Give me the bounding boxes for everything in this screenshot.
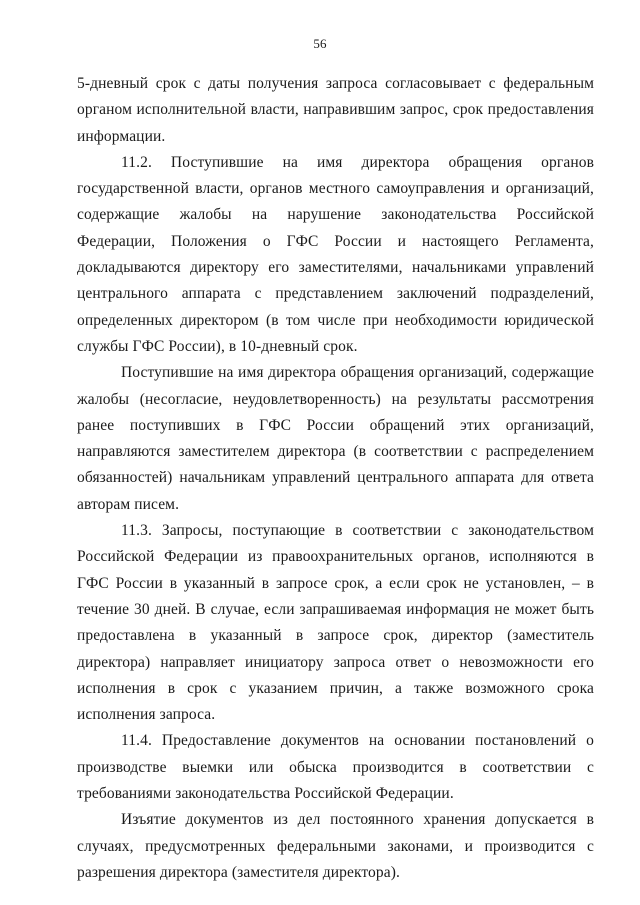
paragraph-11-3: 11.3. Запросы, поступающие в соответствии с законодательством Российской Федерации из правоохранительных органов, исполняются в ГФС России в указанный в запросе срок, а если срок не установлен, – в течение 30 дней. В случае, если запрашиваемая информация не может быть предоставлена в указанный в запросе срок, директор (заместитель директора) направляет инициатору запроса ответ о невозможности его исполнения в срок с указанием причин, а также возможного срока исполнения запроса. [77,522,594,724]
paragraph-continuation: 5-дневный срок с даты получения запроса согласовывает с федеральным органом исполнительной власти, направившим запрос, срок предоставления информации. [77,75,594,145]
paragraph-complaints: Поступившие на имя директора обращения организаций, содержащие жалобы (несогласие, неудовлетворенность) на результаты рассмотрения ранее поступивших в ГФС России обращений этих организаций, направляются заместителем директора (в соответствии с распределением обязанностей) начальникам управлений центрального аппарата для ответа авторам писем. [77,364,594,513]
paragraph-11-4: 11.4. Предоставление документов на основании постановлений о производстве выемки или обыска производится в соответствии с требованиями законодательства Российской Федерации. [77,732,594,803]
paragraph-11-2: 11.2. Поступившие на имя директора обращения органов государственной власти, органов местного самоуправления и организаций, содержащие жалобы на нарушение законодательства Российской Федерации, Положения о ГФС России и настоящего Регламента, докладываются директору его заместителями, начальниками управлений центрального аппарата с представлением заключений подразделений, определенных директором (в том числе при необходимости юридической службы ГФС России), в 10-дневный срок. [77,153,594,355]
document-body [77,71,594,886]
paragraph-seizure: Изъятие документов из дел постоянного хранения допускается в случаях, предусмотренных федеральными законами, и производится с разрешения директора (заместителя директора). [77,811,594,881]
page-number: 56 [313,36,327,51]
